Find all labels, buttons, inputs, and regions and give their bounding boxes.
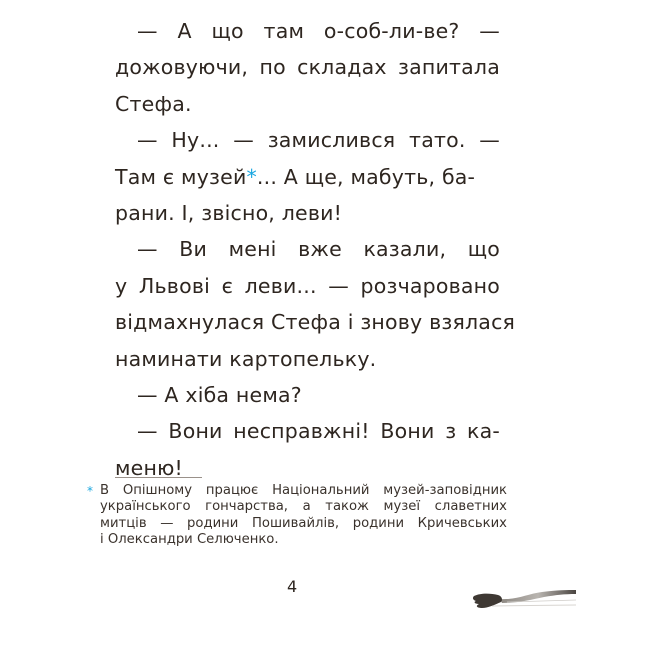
- text-line: наминати картопельку.: [115, 346, 377, 371]
- page-number: 4: [287, 577, 298, 596]
- footnote-line: митців — родини Пошивайлів, родини Кричевських: [100, 515, 507, 531]
- text-line: — Ну... — замислився тато. —: [137, 128, 500, 153]
- brush-stroke-icon: [472, 584, 577, 618]
- text-line: — Ви мені вже казали, що: [137, 237, 500, 262]
- footnote-line: В Опішному працює Національний музей-заповідник: [100, 483, 507, 498]
- text-line: дожовуючи, по складах запитала: [115, 55, 500, 80]
- text-line: — Вони несправжні! Вони з ка-: [137, 419, 500, 444]
- text-line: Стефа.: [115, 91, 192, 116]
- footnote-asterisk: *: [87, 484, 93, 498]
- text-line-with-footnote: [115, 159, 500, 195]
- text-line: меню!: [115, 455, 183, 480]
- text-line: — А хіба нема?: [137, 382, 302, 407]
- text-line: відмахнулася Стефа і знову взялася: [115, 310, 516, 335]
- text-line: у Львові є леви... — розчаровано: [115, 273, 500, 298]
- footnote: [87, 483, 507, 549]
- text-fragment-rest: ... А ще, мабуть, ба-: [256, 164, 476, 189]
- text-line: рани. І, звісно, леви!: [115, 200, 343, 225]
- text-fragment-museum: Там є музей: [115, 164, 247, 189]
- text-fragment: [115, 159, 475, 195]
- story-text: [115, 13, 516, 486]
- footnote-divider: [115, 477, 202, 478]
- text-line: — А що там о-соб-ли-ве? —: [137, 19, 500, 43]
- footnote-line: українського гончарства, а також музеї славетних: [100, 499, 507, 515]
- footnote-marker[interactable]: *: [246, 164, 257, 189]
- footnote-line: і Олександри Селюченко.: [100, 532, 279, 548]
